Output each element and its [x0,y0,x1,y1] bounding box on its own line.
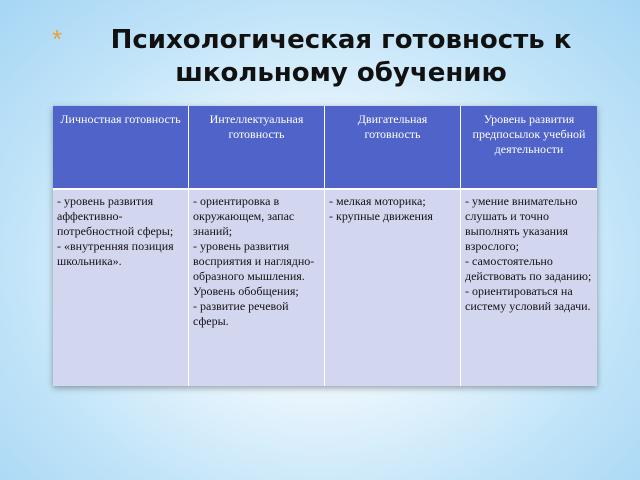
cell-line: - уровень развития восприятия и наглядно-образного мышления. Уровень обобщения; [193,239,315,298]
table-row [53,190,597,386]
cell-line: - уровень развития аффективно-потребностной сферы; [57,194,174,238]
cell-line: - самостоятельно действовать по заданию; [465,254,592,283]
cell-intellectual-readiness [189,190,325,386]
header-intellectual-readiness: Интеллектуальная готовность [189,106,325,190]
slide-title: Психологическая готовность к школьному обучению [110,25,572,88]
header-learning-prerequisites: Уровень развития предпосылок учебной деятельности [461,106,597,190]
slide-title-block [52,24,612,90]
cell-personal-readiness [53,190,189,386]
cell-motor-readiness [325,190,461,386]
cell-line: - «внутренняя позиция школьника». [57,239,174,268]
cell-line: - ориентироваться на систему условий задачи. [465,284,591,313]
title-bullet-icon: * [52,24,63,54]
header-personal-readiness: Личностная готовность [53,106,189,190]
cell-learning-prerequisites [461,190,597,386]
header-motor-readiness: Двигательная готовность [325,106,461,190]
table-header-row [53,106,597,190]
cell-line: - умение внимательно слушать и точно выполнять указания взрослого; [465,194,578,253]
readiness-table [53,106,597,386]
cell-line: - крупные движения [329,209,433,223]
cell-line: - мелкая моторика; [329,194,426,208]
cell-line: - развитие речевой сферы. [193,299,289,328]
cell-line: - ориентировка в окружающем, запас знаний; [193,194,295,238]
